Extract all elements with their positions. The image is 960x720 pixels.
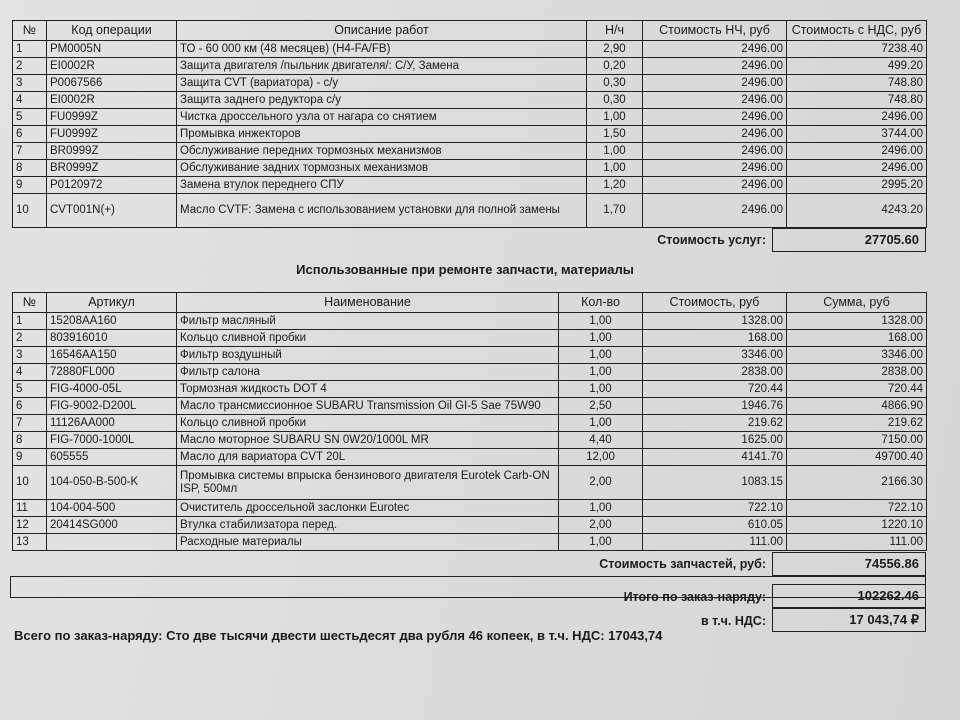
parts-row-n: 1	[13, 313, 47, 330]
parts-row-sum: 7150.00	[787, 432, 927, 449]
works-row-total: 7238.40	[787, 41, 927, 58]
parts-row-name: Очиститель дроссельной заслонки Eurotec	[177, 500, 559, 517]
works-row-desc: Защита двигателя /пыльник двигателя/: С/У, Замена	[177, 58, 587, 75]
parts-row-sum: 1220.10	[787, 517, 927, 534]
works-row-hours: 1,00	[587, 143, 643, 160]
works-row-desc: Защита заднего редуктора с/у	[177, 92, 587, 109]
parts-row	[13, 415, 927, 432]
parts-row-sum: 219.62	[787, 415, 927, 432]
parts-row-qty: 1,00	[559, 381, 643, 398]
works-row-code: FU0999Z	[47, 126, 177, 143]
parts-row-n: 5	[13, 381, 47, 398]
works-row	[13, 92, 927, 109]
parts-row-n: 6	[13, 398, 47, 415]
parts-row-qty: 2,50	[559, 398, 643, 415]
works-row-hours: 2,90	[587, 41, 643, 58]
works-row-code: EI0002R	[47, 58, 177, 75]
works-row	[13, 41, 927, 58]
works-header-description: Описание работ	[177, 21, 587, 41]
parts-row-sum: 2838.00	[787, 364, 927, 381]
parts-row-qty: 1,00	[559, 364, 643, 381]
works-row-hours: 1,70	[587, 194, 643, 228]
parts-row-price: 720.44	[643, 381, 787, 398]
works-row-hours: 1,00	[587, 160, 643, 177]
works-row-price: 2496.00	[643, 92, 787, 109]
parts-row	[13, 432, 927, 449]
works-row-total: 2995.20	[787, 177, 927, 194]
parts-row-art: FIG-7000-1000L	[47, 432, 177, 449]
parts-row-price: 4141.70	[643, 449, 787, 466]
parts-row	[13, 381, 927, 398]
works-row-price: 2496.00	[643, 194, 787, 228]
works-table	[12, 20, 927, 228]
parts-row-price: 610.05	[643, 517, 787, 534]
parts-row	[13, 449, 927, 466]
parts-row-art: FIG-4000-05L	[47, 381, 177, 398]
works-row-total: 2496.00	[787, 143, 927, 160]
works-row-n: 4	[13, 92, 47, 109]
works-row-n: 6	[13, 126, 47, 143]
works-row-price: 2496.00	[643, 126, 787, 143]
works-row-code: PM0005N	[47, 41, 177, 58]
parts-row-sum: 722.10	[787, 500, 927, 517]
works-row	[13, 177, 927, 194]
works-row-n: 10	[13, 194, 47, 228]
works-row-total: 499.20	[787, 58, 927, 75]
parts-section-title: Использованные при ремонте запчасти, материалы	[296, 262, 634, 277]
works-row	[13, 75, 927, 92]
works-row-hours: 1,20	[587, 177, 643, 194]
parts-header-article: Артикул	[47, 293, 177, 313]
works-row-price: 2496.00	[643, 143, 787, 160]
parts-row-n: 2	[13, 330, 47, 347]
parts-row-name: Фильтр воздушный	[177, 347, 559, 364]
works-header-row	[13, 21, 927, 41]
parts-row-sum: 168.00	[787, 330, 927, 347]
parts-row-sum: 49700.40	[787, 449, 927, 466]
works-row-price: 2496.00	[643, 58, 787, 75]
parts-row-qty: 1,00	[559, 347, 643, 364]
works-row-code: P0120972	[47, 177, 177, 194]
works-row	[13, 194, 927, 228]
grand-total-label: Итого по заказ-наряду:	[623, 590, 766, 604]
parts-row-art: 16546AA150	[47, 347, 177, 364]
works-row-n: 1	[13, 41, 47, 58]
parts-row-n: 3	[13, 347, 47, 364]
works-row-n: 7	[13, 143, 47, 160]
works-row-total: 748.80	[787, 92, 927, 109]
parts-row-sum: 720.44	[787, 381, 927, 398]
parts-row-n: 8	[13, 432, 47, 449]
parts-row	[13, 364, 927, 381]
works-sum-value: 27705.60	[772, 228, 926, 252]
works-row-desc: Масло CVTF: Замена с использованием установки для полной замены	[177, 194, 587, 228]
parts-body	[13, 313, 927, 551]
works-row-hours: 1,50	[587, 126, 643, 143]
works-header-hour-price: Стоимость НЧ, руб	[643, 21, 787, 41]
parts-table	[12, 292, 927, 551]
works-row-desc: Обслуживание передних тормозных механизмов	[177, 143, 587, 160]
parts-row-sum: 4866.90	[787, 398, 927, 415]
parts-row	[13, 500, 927, 517]
works-row-code: BR0999Z	[47, 160, 177, 177]
works-header-code: Код операции	[47, 21, 177, 41]
parts-row-name: Тормозная жидкость DOT 4	[177, 381, 559, 398]
works-header-number: №	[13, 21, 47, 41]
works-row-hours: 0,30	[587, 92, 643, 109]
parts-row-n: 4	[13, 364, 47, 381]
works-row-total: 2496.00	[787, 109, 927, 126]
parts-row-art: FIG-9002-D200L	[47, 398, 177, 415]
parts-row-n: 9	[13, 449, 47, 466]
works-row-code: BR0999Z	[47, 143, 177, 160]
parts-row-n: 10	[13, 466, 47, 500]
parts-row	[13, 330, 927, 347]
works-row-total: 2496.00	[787, 160, 927, 177]
works-header-hours: Н/ч	[587, 21, 643, 41]
works-row-hours: 1,00	[587, 109, 643, 126]
parts-row-qty: 1,00	[559, 534, 643, 551]
works-row-n: 2	[13, 58, 47, 75]
parts-row-qty: 1,00	[559, 500, 643, 517]
parts-row-name: Масло моторное SUBARU SN 0W20/1000L MR	[177, 432, 559, 449]
works-row-n: 8	[13, 160, 47, 177]
parts-row-qty: 12,00	[559, 449, 643, 466]
works-row-hours: 0,30	[587, 75, 643, 92]
works-row-code: P0067566	[47, 75, 177, 92]
parts-row	[13, 398, 927, 415]
works-row-desc: Защита CVT (вариатора) - с/у	[177, 75, 587, 92]
parts-row-price: 168.00	[643, 330, 787, 347]
parts-row-price: 1083.15	[643, 466, 787, 500]
works-sum-label: Стоимость услуг:	[657, 233, 766, 247]
parts-row-art: 72880FL000	[47, 364, 177, 381]
parts-row	[13, 466, 927, 500]
parts-row-sum: 1328.00	[787, 313, 927, 330]
works-row-code: CVT001N(+)	[47, 194, 177, 228]
parts-row-price: 722.10	[643, 500, 787, 517]
parts-row-qty: 1,00	[559, 330, 643, 347]
parts-row-n: 11	[13, 500, 47, 517]
works-row-total: 748.80	[787, 75, 927, 92]
parts-header-row	[13, 293, 927, 313]
works-row-desc: Промывка инжекторов	[177, 126, 587, 143]
works-row-desc: Обслуживание задних тормозных механизмов	[177, 160, 587, 177]
parts-row-sum: 111.00	[787, 534, 927, 551]
works-row-price: 2496.00	[643, 109, 787, 126]
parts-row-name: Фильтр салона	[177, 364, 559, 381]
parts-row-qty: 1,00	[559, 415, 643, 432]
parts-row-name: Кольцо сливной пробки	[177, 415, 559, 432]
grand-total-value: 102262.46	[772, 584, 926, 608]
parts-row-art: 104-050-B-500-K	[47, 466, 177, 500]
works-row-n: 9	[13, 177, 47, 194]
works-row	[13, 58, 927, 75]
works-row-n: 5	[13, 109, 47, 126]
works-row-desc: ТО - 60 000 км (48 месяцев) (H4-FA/FB)	[177, 41, 587, 58]
works-row-total: 4243.20	[787, 194, 927, 228]
parts-row-name: Кольцо сливной пробки	[177, 330, 559, 347]
works-row	[13, 109, 927, 126]
parts-row	[13, 347, 927, 364]
parts-sum-label: Стоимость запчастей, руб:	[599, 557, 766, 571]
works-row-code: FU0999Z	[47, 109, 177, 126]
works-row-code: EI0002R	[47, 92, 177, 109]
parts-row-art: 803916010	[47, 330, 177, 347]
parts-row-art: 104-004-500	[47, 500, 177, 517]
parts-row-art: 15208AA160	[47, 313, 177, 330]
works-row-price: 2496.00	[643, 75, 787, 92]
parts-row-art: 20414SG000	[47, 517, 177, 534]
parts-row-name: Фильтр масляный	[177, 313, 559, 330]
parts-row-name: Масло трансмиссионное SUBARU Transmission Oil GI-5 Sae 75W90	[177, 398, 559, 415]
parts-row-n: 7	[13, 415, 47, 432]
parts-row-name: Промывка системы впрыска бензинового двигателя Eurotek Carb-ON ISP, 500мл	[177, 466, 559, 500]
parts-row-sum: 3346.00	[787, 347, 927, 364]
parts-sum-value: 74556.86	[772, 552, 926, 576]
works-row	[13, 160, 927, 177]
works-row-price: 2496.00	[643, 160, 787, 177]
amount-in-words: Всего по заказ-наряду: Сто две тысячи двести шестьдесят два рубля 46 копеек, в т.ч. НДС: 17043,74	[14, 628, 663, 643]
parts-header-name: Наименование	[177, 293, 559, 313]
parts-row-n: 13	[13, 534, 47, 551]
parts-row-name: Расходные материалы	[177, 534, 559, 551]
parts-row-price: 1625.00	[643, 432, 787, 449]
works-row-desc: Чистка дроссельного узла от нагара со снятием	[177, 109, 587, 126]
works-row-desc: Замена втулок переднего СПУ	[177, 177, 587, 194]
works-row-price: 2496.00	[643, 177, 787, 194]
works-row-price: 2496.00	[643, 41, 787, 58]
vat-value: 17 043,74 ₽	[772, 608, 926, 632]
parts-row-price: 1328.00	[643, 313, 787, 330]
parts-row-art: 605555	[47, 449, 177, 466]
parts-row-qty: 2,00	[559, 517, 643, 534]
parts-row-sum: 2166.30	[787, 466, 927, 500]
parts-row	[13, 313, 927, 330]
parts-header-qty: Кол-во	[559, 293, 643, 313]
parts-row-n: 12	[13, 517, 47, 534]
vat-label: в т.ч. НДС:	[701, 614, 766, 628]
parts-row-price: 3346.00	[643, 347, 787, 364]
parts-row-art: 11126AA000	[47, 415, 177, 432]
parts-header-price: Стоимость, руб	[643, 293, 787, 313]
parts-row-qty: 2,00	[559, 466, 643, 500]
works-row	[13, 126, 927, 143]
parts-row	[13, 534, 927, 551]
parts-row-price: 219.62	[643, 415, 787, 432]
parts-row-name: Масло для вариатора CVT 20L	[177, 449, 559, 466]
works-row-hours: 0,20	[587, 58, 643, 75]
parts-row-qty: 4,40	[559, 432, 643, 449]
parts-row-qty: 1,00	[559, 313, 643, 330]
parts-row-price: 111.00	[643, 534, 787, 551]
works-row-n: 3	[13, 75, 47, 92]
works-row	[13, 143, 927, 160]
parts-row-name: Втулка стабилизатора перед.	[177, 517, 559, 534]
parts-header-number: №	[13, 293, 47, 313]
works-header-total-vat: Стоимость с НДС, руб	[787, 21, 927, 41]
parts-row-price: 1946.76	[643, 398, 787, 415]
parts-header-sum: Сумма, руб	[787, 293, 927, 313]
parts-row	[13, 517, 927, 534]
works-body	[13, 41, 927, 228]
parts-row-price: 2838.00	[643, 364, 787, 381]
works-row-total: 3744.00	[787, 126, 927, 143]
parts-row-art	[47, 534, 177, 551]
